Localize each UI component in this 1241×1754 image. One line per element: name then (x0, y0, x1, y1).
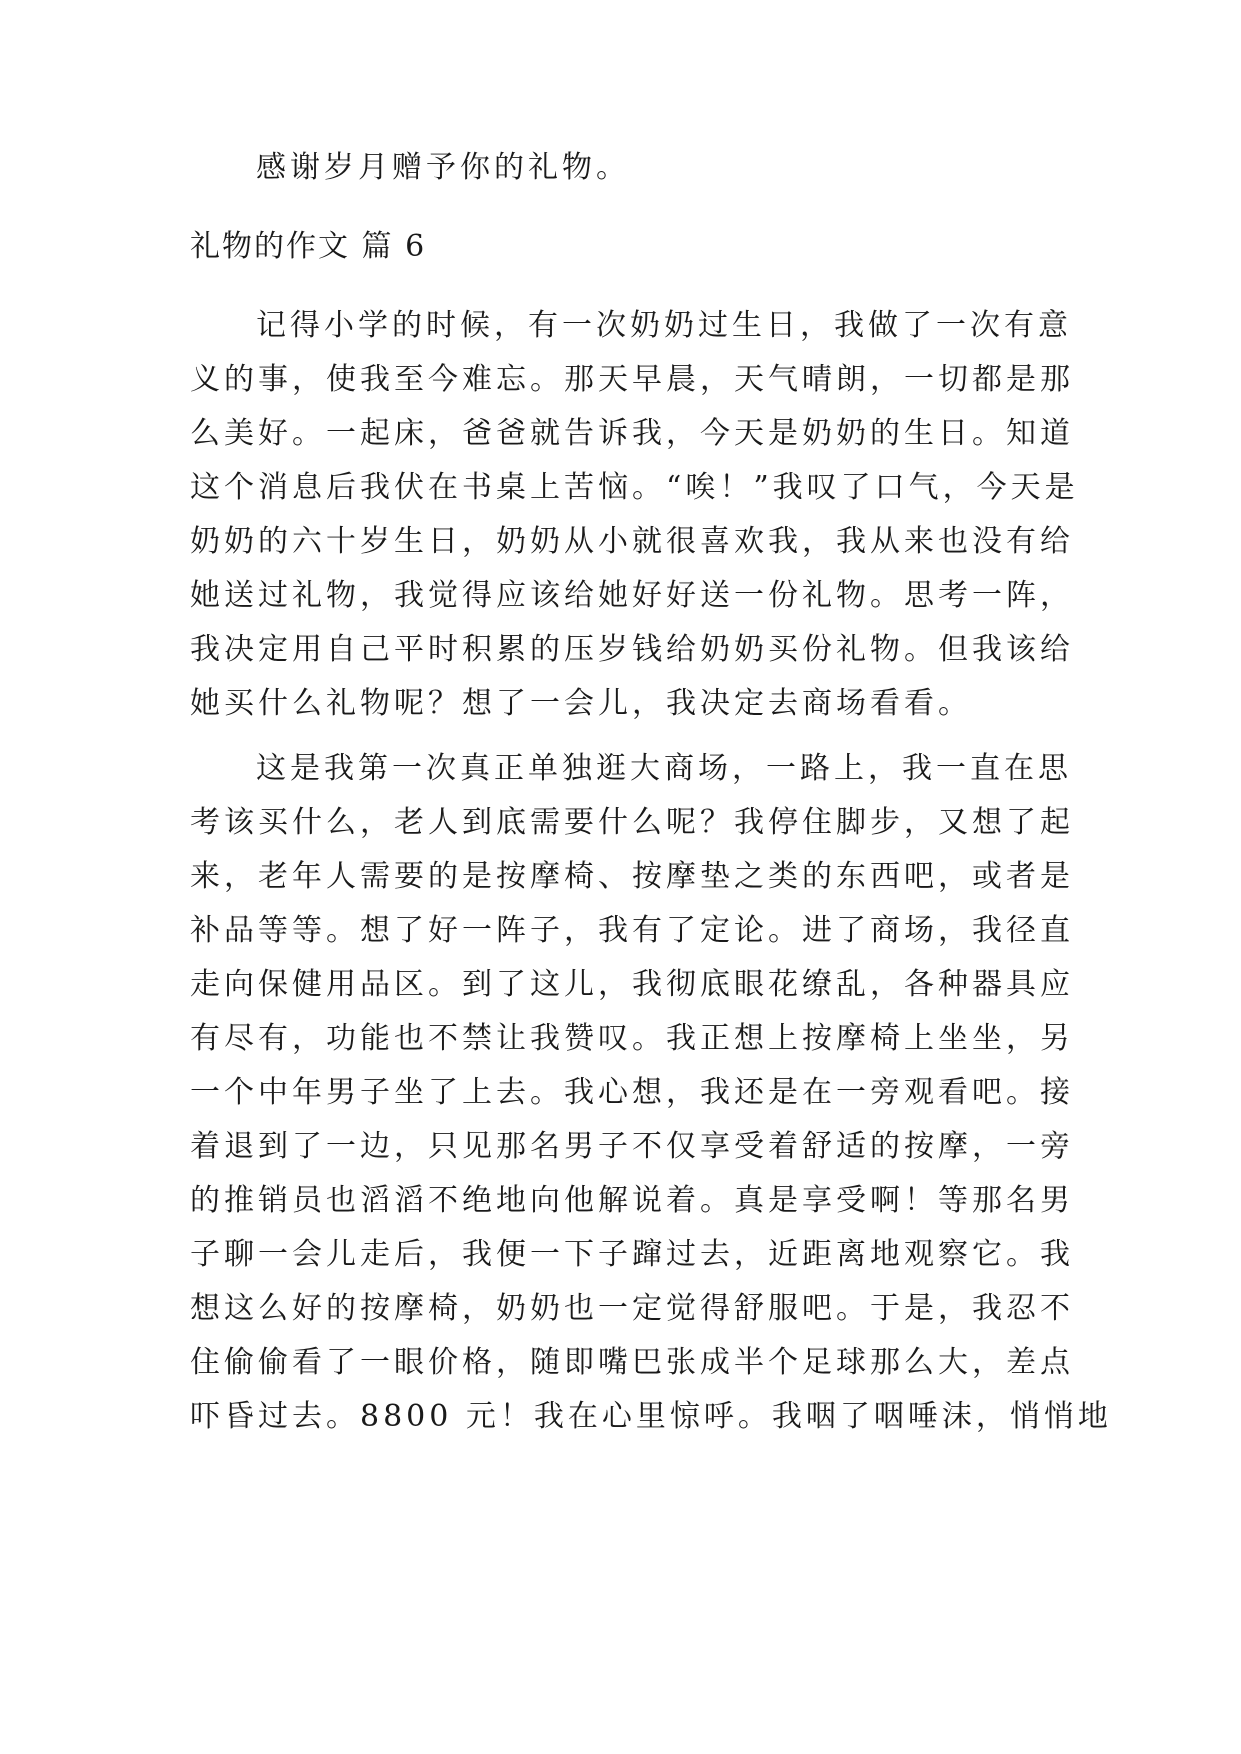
paragraph-line: 走向保健用品区。到了这儿，我彻底眼花缭乱，各种器具应 (190, 967, 1074, 1002)
paragraph-line: 住偷偷看了一眼价格，随即嘴巴张成半个足球那么大，差点 (190, 1345, 1074, 1380)
paragraph-line: 她买什么礼物呢？想了一会儿，我决定去商场看看。 (190, 686, 972, 721)
paragraph-line: 这个消息后我伏在书桌上苦恼。“唉！”我叹了口气，今天是 (190, 470, 1079, 505)
paragraph-line: 子聊一会儿走后，我便一下子蹿过去，近距离地观察它。我 (190, 1237, 1074, 1272)
paragraph-line: 我决定用自己平时积累的压岁钱给奶奶买份礼物。但我该给 (190, 632, 1074, 667)
paragraph-line: 奶奶的六十岁生日，奶奶从小就很喜欢我，我从来也没有给 (190, 524, 1074, 559)
paragraph-line: 补品等等。想了好一阵子，我有了定论。进了商场，我径直 (190, 913, 1074, 948)
paragraph-line: 想这么好的按摩椅，奶奶也一定觉得舒服吧。于是，我忍不 (190, 1291, 1074, 1326)
paragraph-line: 义的事，使我至今难忘。那天早晨，天气晴朗，一切都是那 (190, 362, 1074, 397)
paragraph-line: 么美好。一起床，爸爸就告诉我，今天是奶奶的生日。知道 (190, 416, 1074, 451)
paragraph-line: 吓昏过去。8800 元！我在心里惊呼。我咽了咽唾沫，悄悄地 (190, 1399, 1112, 1434)
paragraph-line: 着退到了一边，只见那名男子不仅享受着舒适的按摩，一旁 (190, 1129, 1074, 1164)
paragraph-line: 考该买什么，老人到底需要什么呢？我停住脚步，又想了起 (190, 805, 1074, 840)
section-title: 礼物的作文 篇 6 (190, 229, 427, 264)
paragraph-line: 这是我第一次真正单独逛大商场，一路上，我一直在思 (256, 751, 1072, 786)
paragraph-line: 一个中年男子坐了上去。我心想，我还是在一旁观看吧。接 (190, 1075, 1074, 1110)
paragraph-line: 的推销员也滔滔不绝地向他解说着。真是享受啊！等那名男 (190, 1183, 1074, 1218)
closing-line: 感谢岁月赠予你的礼物。 (256, 150, 630, 185)
paragraph-line: 记得小学的时候，有一次奶奶过生日，我做了一次有意 (256, 308, 1072, 343)
paragraph-line: 来，老年人需要的是按摩椅、按摩垫之类的东西吧，或者是 (190, 859, 1074, 894)
paragraph-line: 她送过礼物，我觉得应该给她好好送一份礼物。思考一阵， (190, 578, 1074, 613)
paragraph-line: 有尽有，功能也不禁让我赞叹。我正想上按摩椅上坐坐，另 (190, 1021, 1074, 1056)
